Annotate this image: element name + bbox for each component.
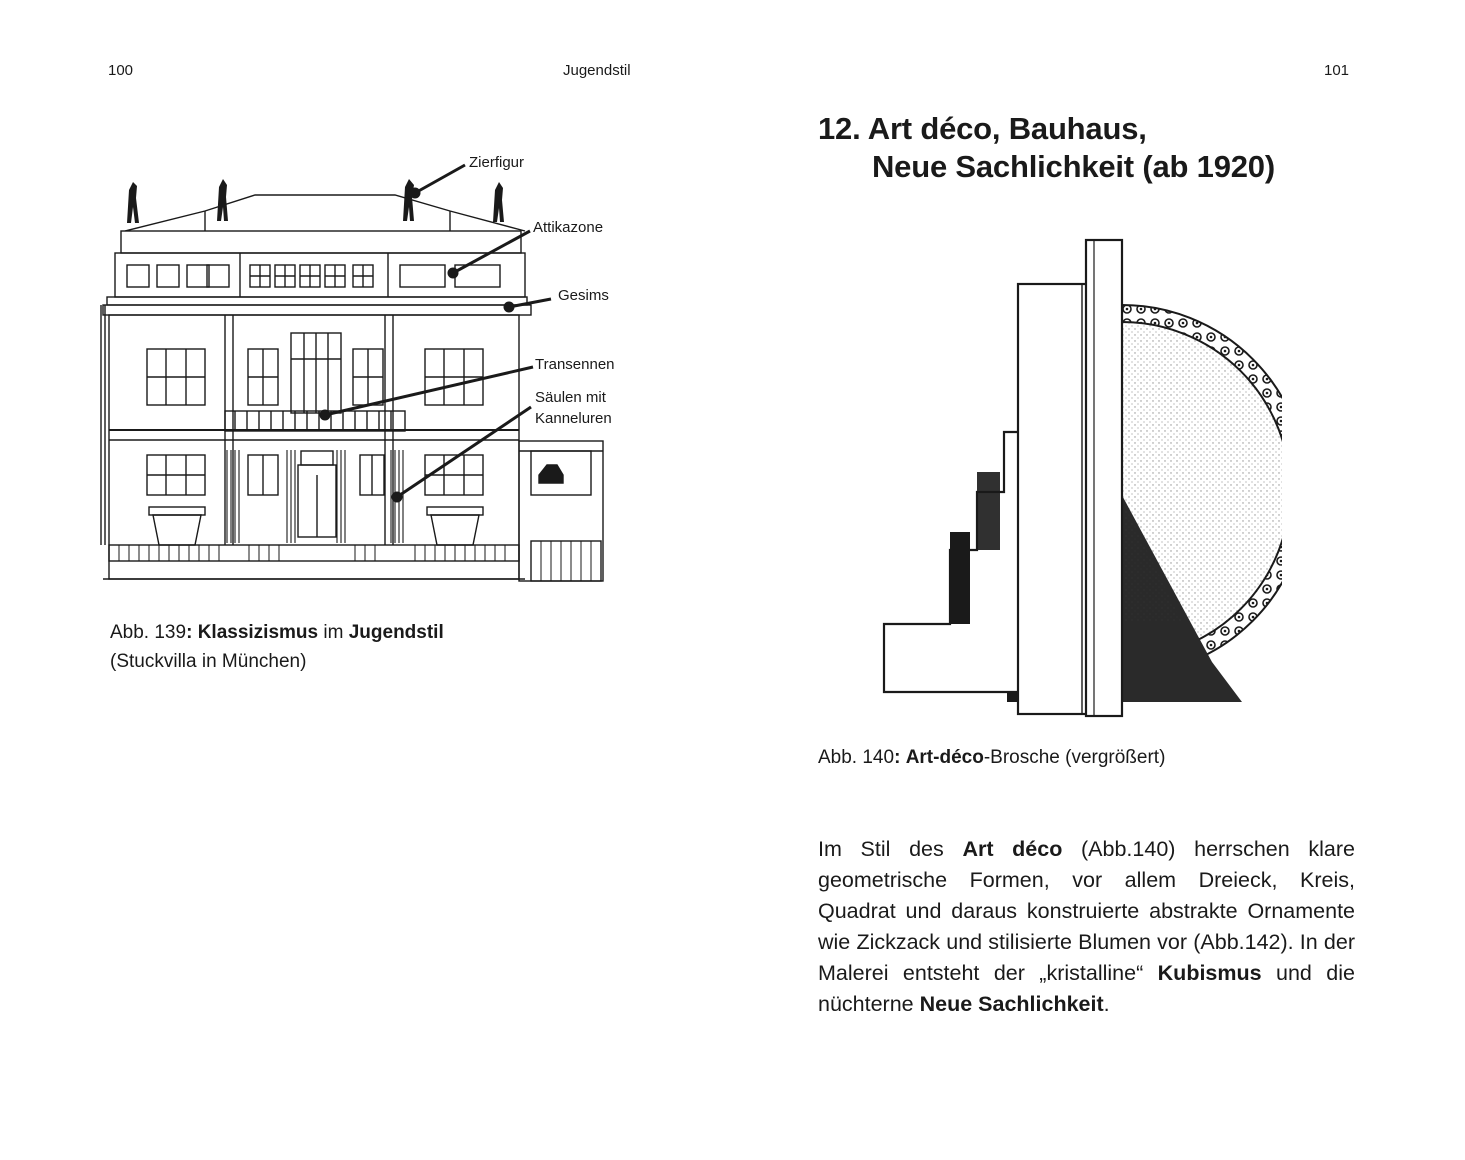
body-paragraph bbox=[818, 834, 1355, 1020]
label-gesims: Gesims bbox=[558, 287, 609, 304]
caption-139-bold2: Jugendstil bbox=[348, 622, 444, 643]
caption-139-mid: im bbox=[323, 622, 344, 643]
label-transennen: Transennen bbox=[535, 356, 615, 373]
paragraph-text-4: . bbox=[1103, 992, 1110, 1016]
paragraph-bold-kubismus: Kubismus bbox=[1157, 961, 1262, 985]
caption-139-prefix: Abb. 139 bbox=[110, 622, 187, 643]
caption-140-colon: : bbox=[894, 747, 901, 768]
chapter-title-line1: 12. Art déco, Bauhaus, bbox=[818, 111, 1147, 146]
paragraph-text-2: (Abb.140) herrschen klare geometrische Formen, vor allem Dreieck, Kreis, Quadrat und daraus konstruierte abstrakte Ornamente wie Zickzack und stilisierte Blumen vor (Abb.142). In der Malerei entsteht der „kristalline“ bbox=[818, 837, 1355, 985]
chapter-title-line2: Neue Sachlichkeit (ab 1920) bbox=[872, 149, 1275, 184]
figure-caption-139 bbox=[110, 618, 630, 676]
caption-140-rest: -Brosche (vergrößert) bbox=[983, 747, 1166, 768]
label-saeulen-line1: Säulen mit bbox=[535, 389, 606, 406]
paragraph-bold-art-deco: Art déco bbox=[962, 837, 1063, 861]
caption-140-bold1: Art-déco bbox=[905, 747, 984, 768]
art-deco-brooch-illustration bbox=[882, 232, 1282, 732]
label-zierfigur: Zierfigur bbox=[469, 154, 525, 171]
villa-illustration bbox=[95, 145, 655, 585]
page-number-left: 100 bbox=[108, 62, 134, 79]
caption-140-prefix: Abb. 140 bbox=[818, 747, 895, 768]
right-page bbox=[732, 0, 1465, 1160]
caption-139-colon: : bbox=[186, 622, 193, 643]
paragraph-text-1: Im Stil des bbox=[818, 837, 963, 861]
caption-139-bold1: Klassizismus bbox=[197, 622, 319, 643]
paragraph-bold-neue-sachlichkeit: Neue Sachlichkeit bbox=[919, 992, 1104, 1016]
caption-139-line2: (Stuckvilla in München) bbox=[110, 651, 307, 672]
figure-caption-140 bbox=[818, 743, 1378, 772]
left-page bbox=[0, 0, 732, 1160]
label-saeulen-line2: Kanneluren bbox=[535, 410, 612, 427]
paragraph-text-3: und die nüchterne bbox=[818, 961, 1355, 1016]
page-number-right: 101 bbox=[1324, 62, 1350, 79]
running-head: Jugendstil bbox=[563, 62, 631, 79]
label-attikazone: Attikazone bbox=[533, 219, 604, 236]
chapter-title bbox=[818, 110, 1275, 186]
